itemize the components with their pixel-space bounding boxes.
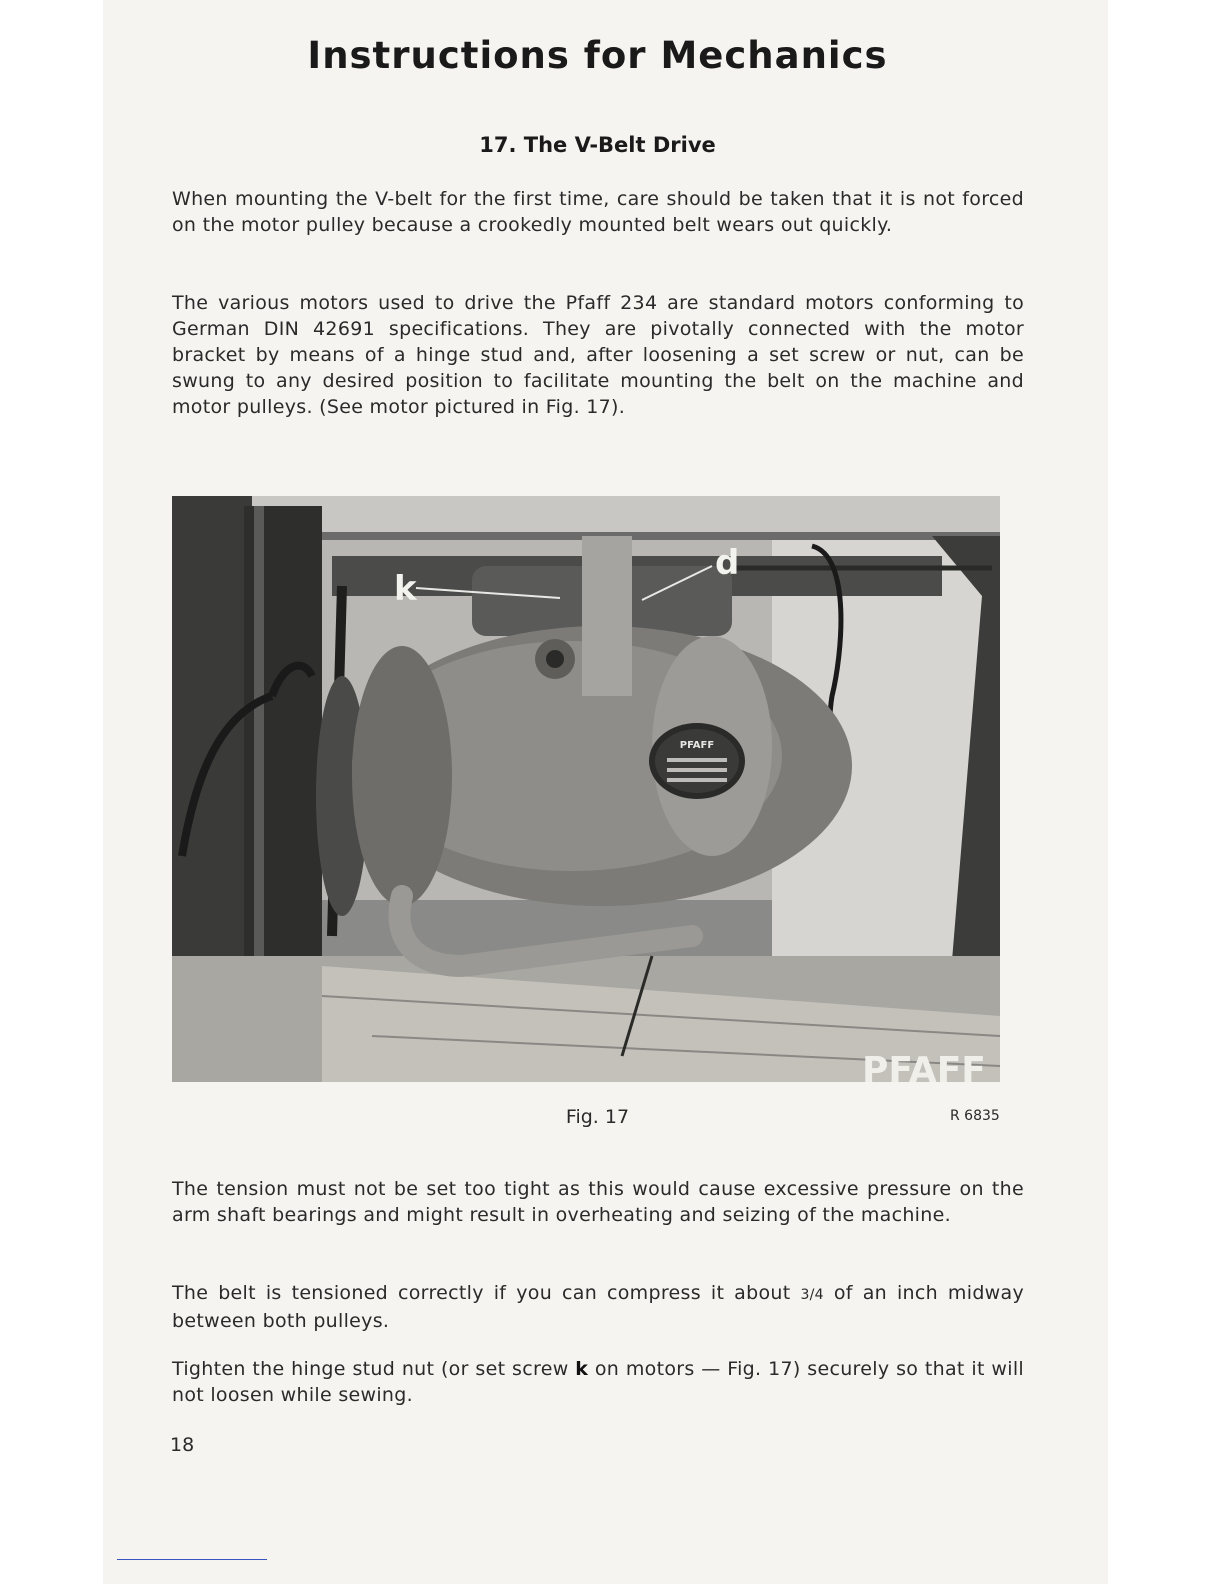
- text-fragment: of an inch midway between both pulleys.: [172, 1282, 1025, 1332]
- paragraph-tighten: [172, 1356, 1024, 1408]
- section-heading: 17. The V-Belt Drive: [479, 133, 716, 157]
- set-screw-label: k: [575, 1358, 589, 1380]
- figure-caption: Fig. 17: [565, 1106, 630, 1128]
- text-fragment: The belt is tensioned correctly if you can compress it about: [172, 1282, 801, 1304]
- paragraph-mounting: When mounting the V-belt for the first time, care should be taken that it is not forced on the motor pulley because a crookedly mounted belt wears out quickly.: [172, 188, 1024, 236]
- page-number: 18: [170, 1434, 195, 1456]
- text-fragment: Tighten the hinge stud nut (or set screw: [172, 1358, 576, 1380]
- bottom-rule: [117, 1559, 267, 1560]
- table-brand: PFAFF: [862, 1050, 986, 1082]
- text-fragment: on motors — Fig. 17) securely so that it will not loosen while sewing.: [172, 1358, 1024, 1406]
- label-d: d: [715, 543, 740, 583]
- figure-reference: R 6835: [950, 1108, 1000, 1124]
- paragraph-motors: The various motors used to drive the Pfaff 234 are standard motors conforming to German DIN 42691 specifications. They are pivotally connected with the motor bracket by means of a hinge stud and, after loosening a set screw or nut, can be swung to any desired position to facilitate mounting the belt on the machine and motor pulleys. (See motor pictured in Fig. 17).: [172, 292, 1024, 418]
- motor-photo: [172, 496, 1000, 1082]
- page-title: Instructions for Mechanics: [307, 34, 888, 77]
- nameplate-brand: PFAFF: [679, 740, 715, 751]
- label-k: k: [394, 569, 417, 609]
- paragraph-compress: [172, 1280, 1024, 1334]
- fraction: 3/4: [800, 1287, 824, 1303]
- paragraph-tension: The tension must not be set too tight as this would cause excessive pressure on the arm shaft bearings and might result in overheating and seizing of the machine.: [172, 1178, 1024, 1226]
